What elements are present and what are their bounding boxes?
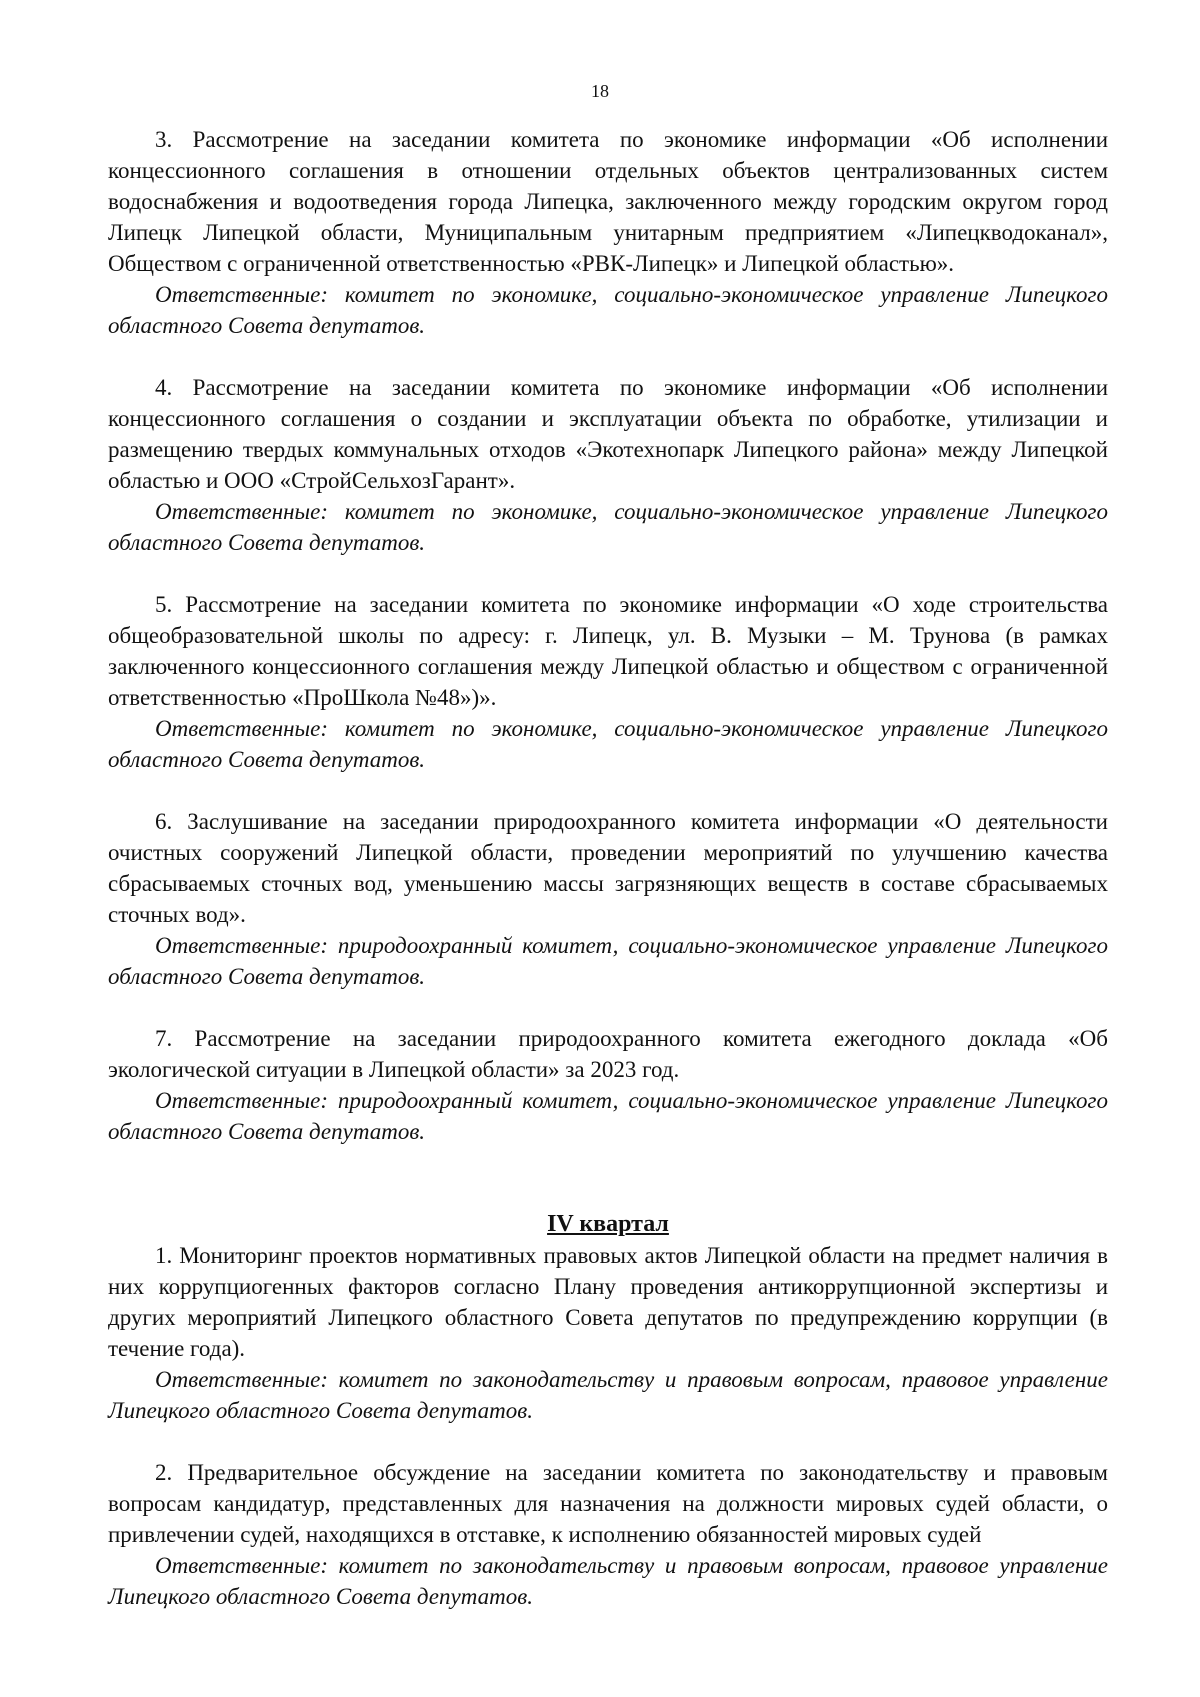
- agenda-item-text: 5. Рассмотрение на заседании комитета по экономике информации «О ходе строительства общеобразовательной школы по адресу: г. Липецк, ул. В. Музыки – М. Трунова (в рамках заключенного концессионного соглашения между Липецкой областью и обществом с ограниченной ответственностью «ПроШкола №48»)».: [108, 592, 1108, 710]
- agenda-item-4: [108, 372, 1108, 558]
- responsible-text: Ответственные: комитет по законодательству и правовым вопросам, правовое управление Липецкого областного Совета депутатов.: [108, 1553, 1108, 1609]
- responsible-text: Ответственные: природоохранный комитет, социально-экономическое управление Липецкого областного Совета депутатов.: [108, 1088, 1108, 1144]
- agenda-item-text: 7. Рассмотрение на заседании природоохранного комитета ежегодного доклада «Об экологической ситуации в Липецкой области» за 2023 год.: [108, 1026, 1108, 1082]
- section-heading-quarter-4: IV квартал: [547, 1211, 669, 1237]
- document-body: [108, 124, 1108, 1612]
- responsible-text: Ответственные: комитет по экономике, социально-экономическое управление Липецкого областного Совета депутатов.: [108, 716, 1108, 772]
- agenda-item-q4-2: [108, 1457, 1108, 1612]
- responsible-text: Ответственные: комитет по экономике, социально-экономическое управление Липецкого областного Совета депутатов.: [108, 282, 1108, 338]
- agenda-item-6: [108, 806, 1108, 992]
- agenda-item-7: [108, 1023, 1108, 1147]
- responsible-text: Ответственные: комитет по экономике, социально-экономическое управление Липецкого областного Совета депутатов.: [108, 499, 1108, 555]
- page-number: 18: [591, 81, 609, 101]
- agenda-item-text: 1. Мониторинг проектов нормативных правовых актов Липецкой области на предмет наличия в них коррупциогенных факторов согласно Плану проведения антикоррупционной экспертизы и других мероприятий Липецкого областного Совета депутатов по предупреждению коррупции (в течение года).: [108, 1243, 1108, 1361]
- agenda-item-3: [108, 124, 1108, 341]
- agenda-item-q4-1: [108, 1240, 1108, 1426]
- responsible-text: Ответственные: природоохранный комитет, социально-экономическое управление Липецкого областного Совета депутатов.: [108, 933, 1108, 989]
- agenda-item-text: 3. Рассмотрение на заседании комитета по экономике информации «Об исполнении концессионного соглашения в отношении отдельных объектов централизованных систем водоснабжения и водоотведения города Липецка, заключенного между городским округом город Липецк Липецкой области, Муниципальным унитарным предприятием «Липецкводоканал», Обществом с ограниченной ответственностью «РВК-Липецк» и Липецкой областью».: [108, 127, 1108, 276]
- agenda-item-text: 4. Рассмотрение на заседании комитета по экономике информации «Об исполнении концессионного соглашения о создании и эксплуатации объекта по обработке, утилизации и размещению твердых коммунальных отходов «Экотехнопарк Липецкого района» между Липецкой областью и ООО «СтройСельхозГарант».: [108, 375, 1108, 493]
- agenda-item-text: 2. Предварительное обсуждение на заседании комитета по законодательству и правовым вопросам кандидатур, представленных для назначения на должности мировых судей области, о привлечении судей, находящихся в отставке, к исполнению обязанностей мировых судей: [108, 1460, 1108, 1547]
- agenda-item-text: 6. Заслушивание на заседании природоохранного комитета информации «О деятельности очистных сооружений Липецкой области, проведении мероприятий по улучшению качества сбрасываемых сточных вод, уменьшению массы загрязняющих веществ в составе сбрасываемых сточных вод».: [108, 809, 1108, 927]
- agenda-item-5: [108, 589, 1108, 775]
- responsible-text: Ответственные: комитет по законодательству и правовым вопросам, правовое управление Липецкого областного Совета депутатов.: [108, 1367, 1108, 1423]
